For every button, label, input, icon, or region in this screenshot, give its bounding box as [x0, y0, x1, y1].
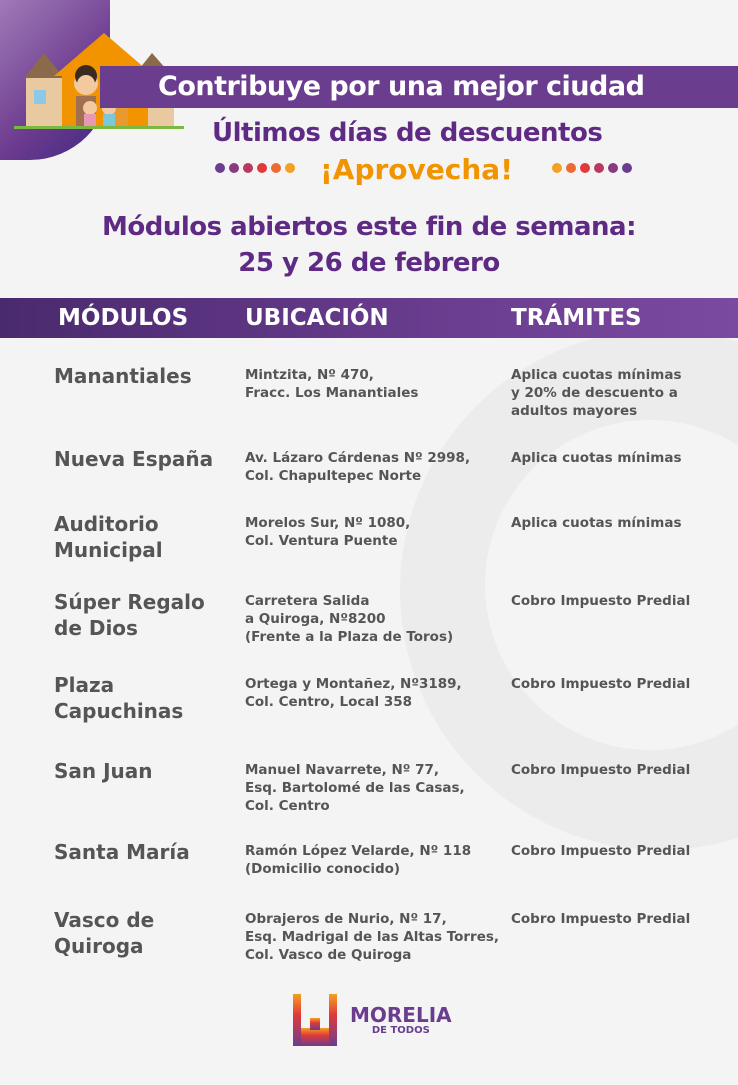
- header-banner: Contribuye por una mejor ciudad: [100, 66, 738, 108]
- modulo-name: Manantiales: [54, 364, 192, 388]
- headline: Módulos abiertos este fin de semana:: [101, 212, 636, 242]
- modulo-services: Cobro Impuesto Predial: [511, 593, 691, 609]
- modulo-services: Cobro Impuesto Predial: [511, 762, 691, 778]
- modulo-location: Carretera Salida a Quiroga, Nº8200 (Frente a la Plaza de Toros): [245, 593, 454, 645]
- modulo-name: Vasco de Quiroga: [54, 908, 155, 958]
- modulo-name: Plaza Capuchinas: [54, 673, 184, 723]
- decorative-dots-right: [552, 163, 632, 173]
- modulo-services: Aplica cuotas mínimas y 20% de descuento a adultos mayores: [511, 367, 682, 419]
- modulo-services: Aplica cuotas mínimas: [511, 450, 682, 466]
- modulo-location: Morelos Sur, Nº 1080, Col. Ventura Puente: [245, 515, 411, 549]
- column-header-tramites: TRÁMITES: [511, 305, 642, 331]
- modulo-services: Cobro Impuesto Predial: [511, 843, 691, 859]
- modulo-services: Aplica cuotas mínimas: [511, 515, 682, 531]
- modulo-name: Auditorio Municipal: [54, 512, 163, 562]
- modulo-name: Santa María: [54, 840, 190, 864]
- modulo-services: Cobro Impuesto Predial: [511, 911, 691, 927]
- decorative-dots-left: [215, 163, 295, 173]
- modulo-name: San Juan: [54, 759, 153, 783]
- modulo-location: Obrajeros de Nurio, Nº 17, Esq. Madrigal de las Altas Torres, Col. Vasco de Quiroga: [245, 911, 500, 963]
- cta-text: ¡Aprovecha!: [320, 153, 513, 186]
- subtitle: Últimos días de descuentos: [212, 118, 603, 148]
- column-header-modulos: MÓDULOS: [58, 305, 189, 331]
- logo-tagline: DE TODOS: [371, 1024, 430, 1036]
- modulo-services: Cobro Impuesto Predial: [511, 676, 691, 692]
- modulo-location: Manuel Navarrete, Nº 77, Esq. Bartolomé de las Casas, Col. Centro: [245, 762, 465, 814]
- headline-dates: 25 y 26 de febrero: [238, 248, 500, 278]
- modulo-location: Av. Lázaro Cárdenas Nº 2998, Col. Chapultepec Norte: [245, 450, 471, 484]
- modulo-location: Mintzita, Nº 470, Fracc. Los Manantiales: [245, 367, 419, 401]
- logo-name: MORELIA: [350, 1002, 452, 1027]
- modulo-location: Ortega y Montañez, Nº3189, Col. Centro, Local 358: [245, 676, 462, 710]
- modulo-name: Súper Regalo de Dios: [54, 590, 205, 640]
- modulo-name: Nueva España: [54, 447, 214, 471]
- morelia-logo: [290, 992, 452, 1048]
- table-header: [0, 298, 738, 338]
- cathedral-icon: [290, 992, 340, 1048]
- modulo-location: Ramón López Velarde, Nº 118 (Domicilio conocido): [245, 843, 472, 877]
- column-header-ubicacion: UBICACIÓN: [245, 305, 389, 331]
